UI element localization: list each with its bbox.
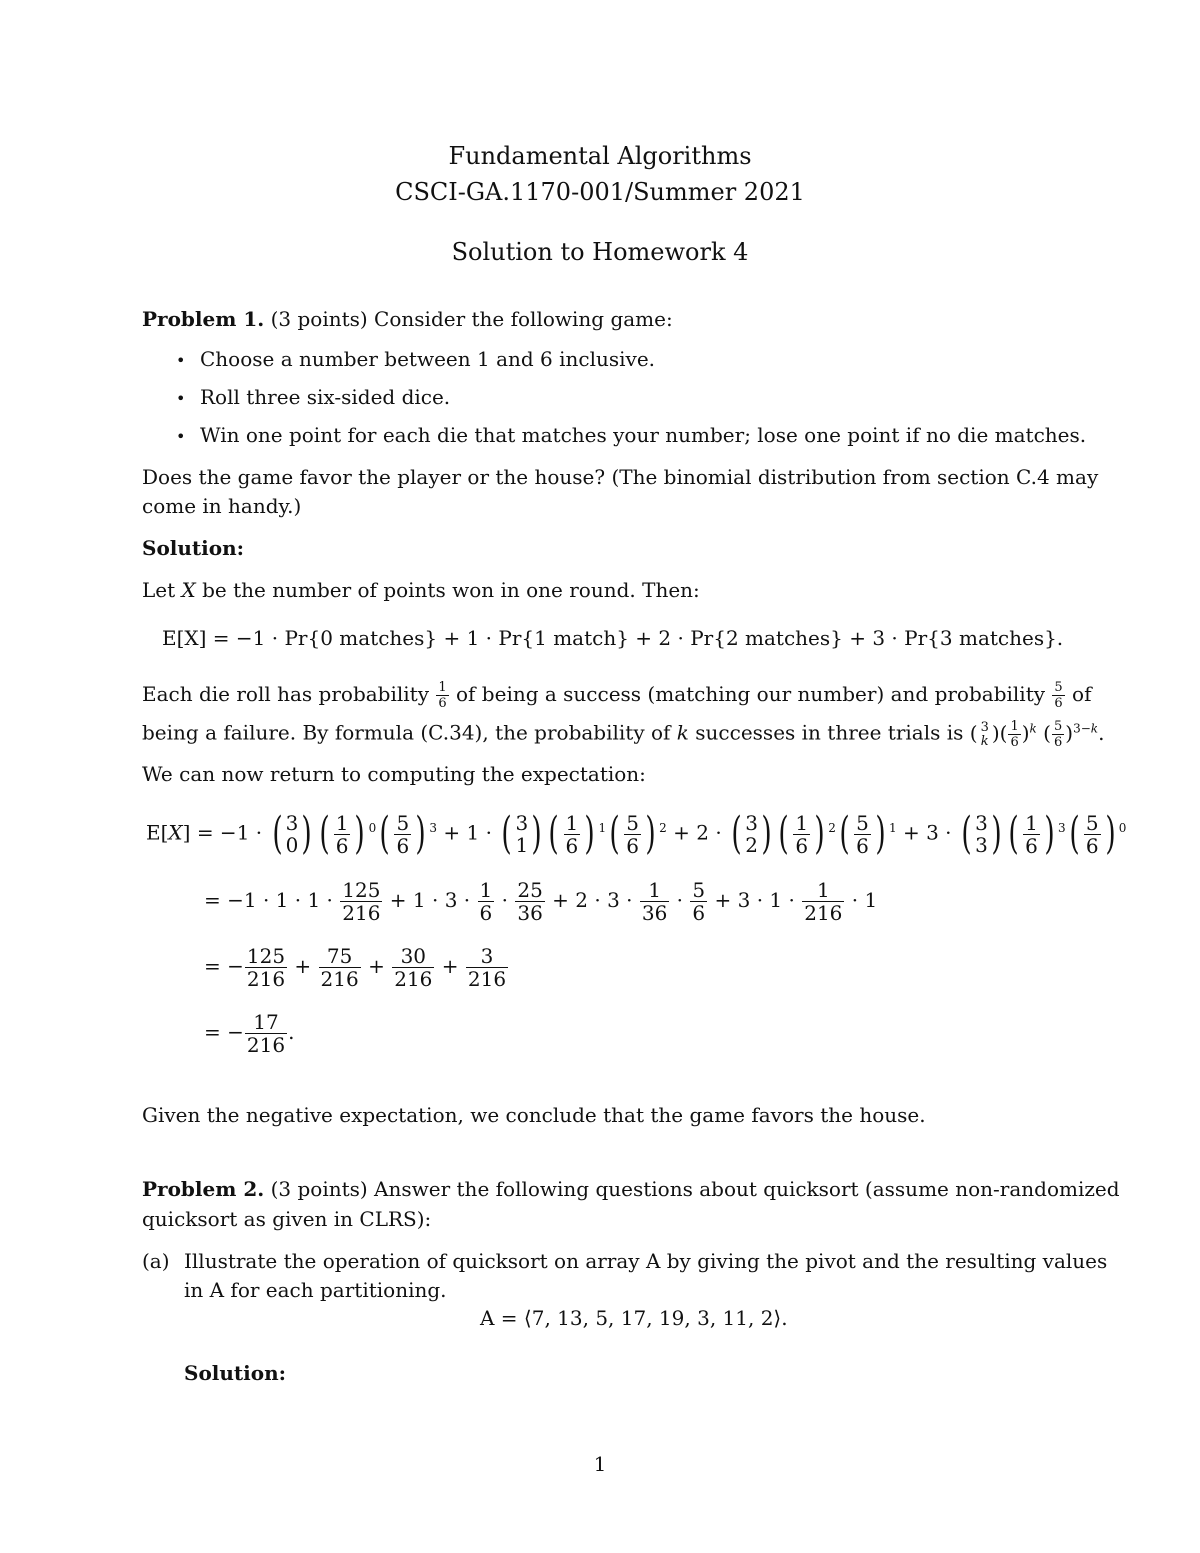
probability-paragraph-line: being a failure. By formula (C.34), the probability of k successes in three trials is ( 3 k )( $\frac{1}{6}$ )$^k$ ( $\frac{5}{6}$ )$^{3-k}$. bbox=[142, 718, 1105, 750]
array-equation: A = ⟨7, 13, 5, 17, 19, 3, 11, 2⟩. bbox=[480, 1306, 788, 1330]
fraction-five-sixths: $\frac{5}{6}$ bbox=[1054, 680, 1063, 711]
variable-x: X bbox=[181, 578, 196, 602]
problem-1-question-line: Does the game favor the player or the house? (The binomial distribution from section C.4 may bbox=[142, 465, 1099, 489]
bullet-icon: • bbox=[176, 427, 186, 446]
expectation-step-2: = −1 · 1 · 1 · $\frac{125}{216}$ + 1 · 3 · $\frac{1}{6}$ · $\frac{25}{36}$ + 2 · 3 · $\frac{1}{36}$ · $\frac{5}{6}$ + 3 · 1 · $\frac{1}{216}$ · 1 bbox=[204, 878, 878, 925]
problem-2-intro: (3 points) Answer the following questions about quicksort (assume non-randomized bbox=[270, 1177, 1120, 1201]
part-a-line: in A for each partitioning. bbox=[184, 1278, 447, 1302]
let-sentence: Let X be the number of points won in one round. Then: bbox=[142, 578, 700, 602]
problem-1-question-line: come in handy.) bbox=[142, 494, 302, 518]
binomial-probability-formula: ( 3 k )( $\frac{1}{6}$ )$^k$ ( $\frac{5}{6}$ )$^{3-k}$. bbox=[969, 718, 1105, 750]
problem-2-intro-line: quicksort as given in CLRS): bbox=[142, 1207, 432, 1231]
expectation-equation: E[X] = −1 · Pr{0 matches} + 1 · Pr{1 match} + 2 · Pr{2 matches} + 3 · Pr{3 matches}. bbox=[162, 626, 1064, 650]
expectation-step-4: = − $\frac{17}{216}$ . bbox=[204, 1010, 295, 1057]
problem-1-label: Problem 1. bbox=[142, 307, 265, 331]
page-number: 1 bbox=[593, 1452, 607, 1476]
probability-paragraph-line: Each die roll has probability $\frac{1}{6}$ of being a success (matching our number) and probability $\frac{5}{6}$ of bbox=[142, 680, 1092, 711]
problem-1-heading bbox=[142, 305, 673, 333]
part-a-line: Illustrate the operation of quicksort on array A by giving the pivot and the resulting values bbox=[184, 1249, 1108, 1273]
expectation-step-3: = − $\frac{125}{216}$ + $\frac{75}{216}$ + $\frac{30}{216}$ + $\frac{3}{216}$ bbox=[204, 944, 507, 991]
conclusion: Given the negative expectation, we conclude that the game favors the house. bbox=[142, 1103, 926, 1127]
bullet-icon: • bbox=[176, 389, 186, 408]
part-a-solution-label: Solution: bbox=[184, 1361, 287, 1385]
fraction-one-sixth: $\frac{1}{6}$ bbox=[438, 680, 447, 711]
problem-1-bullet: Roll three six-sided dice. bbox=[200, 385, 451, 409]
return-sentence: We can now return to computing the expectation: bbox=[142, 762, 646, 786]
problem-2-heading bbox=[142, 1175, 1120, 1203]
problem-2-label: Problem 2. bbox=[142, 1177, 265, 1201]
expanded-expectation-line: E[X] = −1 · ( 3 0 ) ( $\frac{1}{6}$ ) $^0$( $\frac{5}{6}$ ) $^3$ + 1 · ( 3 1 ) ( $\frac{1}{6}$ ) $^1$( $\frac{5}{6}$ ) $^2$ + 2 · ( 3 2 ) ( $\frac{1}{6}$ ) $^2$( $\frac{5}{6}$ ) $^1$ + 3 · ( 3 3 ) ( $\frac{1}{6}$ ) $^3$( $\frac{5}{6}$ ) $^0$ bbox=[146, 808, 1127, 859]
document-title: Solution to Homework 4 bbox=[451, 238, 749, 266]
bullet-icon: • bbox=[176, 351, 186, 370]
course-title: Fundamental Algorithms bbox=[448, 142, 752, 170]
problem-1-bullet: Win one point for each die that matches your number; lose one point if no die matches. bbox=[200, 423, 1087, 447]
solution-label: Solution: bbox=[142, 536, 245, 560]
course-code: CSCI-GA.1170-001/Summer 2021 bbox=[395, 178, 805, 206]
problem-1-intro: (3 points) Consider the following game: bbox=[270, 307, 673, 331]
problem-1-bullet: Choose a number between 1 and 6 inclusive. bbox=[200, 347, 656, 371]
part-a-label: (a) bbox=[142, 1249, 170, 1273]
